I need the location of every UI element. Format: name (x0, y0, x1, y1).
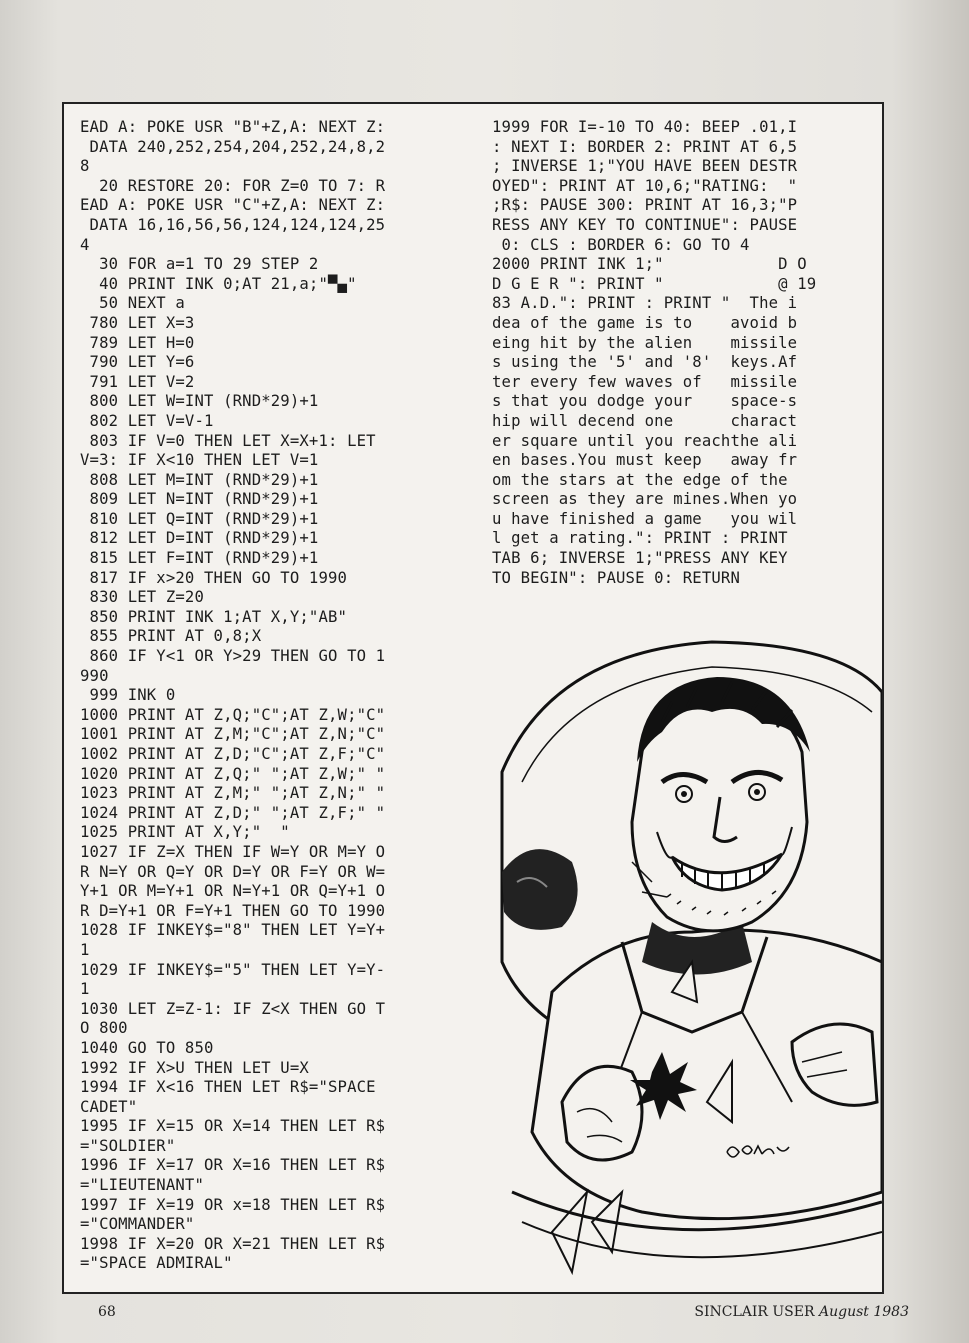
code-line: EAD A: POKE USR "B"+Z,A: NEXT Z: (80, 118, 386, 136)
code-line: 830 LET Z=20 (80, 588, 204, 607)
code-line: DATA 240,252,254,204,252,24,8,2 (80, 137, 386, 156)
code-line: 780 LET X=3 (80, 313, 195, 332)
code-line: 1999 FOR I=-10 TO 40: BEEP .01,I (492, 118, 798, 136)
listing-right-column (492, 118, 882, 588)
code-line: eing hit by the alien missile (492, 333, 798, 352)
code-line: : NEXT I: BORDER 2: PRINT AT 6,5 (492, 137, 798, 156)
code-line: 1996 IF X=17 OR X=16 THEN LET R$ (80, 1156, 386, 1175)
code-line: s that you dodge your space-s (492, 392, 798, 411)
code-line: 1 (80, 940, 90, 959)
code-line: 1995 IF X=15 OR X=14 THEN LET R$ (80, 1117, 386, 1136)
code-line: ;R$: PAUSE 300: PRINT AT 16,3;"P (492, 196, 798, 215)
issue-date: August 1983 (819, 1304, 909, 1320)
code-line: TO BEGIN": PAUSE 0: RETURN (492, 568, 740, 587)
code-line: 8 (80, 157, 90, 176)
code-line: 1001 PRINT AT Z,M;"C";AT Z,N;"C" (80, 725, 386, 744)
code-line: 4 (80, 235, 90, 254)
code-line: en bases.You must keep away fr (492, 451, 798, 470)
code-line: 1 (80, 980, 90, 999)
code-line: 1028 IF INKEY$="8" THEN LET Y=Y+ (80, 921, 386, 940)
code-line: 50 NEXT a (80, 294, 185, 313)
code-line: ; INVERSE 1;"YOU HAVE BEEN DESTR (492, 157, 798, 176)
code-line: R D=Y+1 OR F=Y+1 THEN GO TO 1990 (80, 901, 386, 920)
code-line: DATA 16,16,56,56,124,124,124,25 (80, 215, 386, 234)
code-line: 809 LET N=INT (RND*29)+1 (80, 490, 319, 509)
code-line: hip will decend one charact (492, 411, 798, 430)
code-line: u have finished a game you wil (492, 509, 798, 528)
code-line: 40 PRINT INK 0;AT 21,a;"▀▄" (80, 274, 357, 293)
code-line: 810 LET Q=INT (RND*29)+1 (80, 509, 319, 528)
code-line: l get a rating.": PRINT : PRINT (492, 529, 788, 548)
code-line: 855 PRINT AT 0,8;X (80, 627, 262, 646)
page-number: 68 (98, 1304, 116, 1320)
code-line: s using the '5' and '8' keys.Af (492, 353, 798, 372)
code-line: OYED": PRINT AT 10,6;"RATING: " (492, 176, 798, 195)
code-line: V=3: IF X<10 THEN LET V=1 (80, 451, 319, 470)
code-line: 1029 IF INKEY$="5" THEN LET Y=Y- (80, 960, 386, 979)
spaceman-illustration (492, 632, 882, 1292)
code-line: 1027 IF Z=X THEN IF W=Y OR M=Y O (80, 842, 386, 861)
code-line: 990 (80, 666, 109, 685)
code-line: 1994 IF X<16 THEN LET R$="SPACE (80, 1078, 376, 1097)
code-line: 83 A.D.": PRINT : PRINT " The i (492, 294, 798, 313)
code-line: om the stars at the edge of the (492, 470, 788, 489)
code-line: ="SPACE ADMIRAL" (80, 1254, 233, 1273)
code-line: RESS ANY KEY TO CONTINUE": PAUSE (492, 215, 798, 234)
code-line: ="LIEUTENANT" (80, 1176, 204, 1195)
code-line: 815 LET F=INT (RND*29)+1 (80, 549, 319, 568)
code-line: 850 PRINT INK 1;AT X,Y;"AB" (80, 607, 348, 626)
code-line: O 800 (80, 1019, 128, 1038)
code-line: ="SOLDIER" (80, 1136, 176, 1155)
code-line: 1997 IF X=19 OR x=18 THEN LET R$ (80, 1195, 386, 1214)
code-line: D G E R ": PRINT " @ 19 (492, 274, 817, 293)
code-line: 860 IF Y<1 OR Y>29 THEN GO TO 1 (80, 647, 386, 666)
code-line: 1040 GO TO 850 (80, 1038, 214, 1057)
code-line: 999 INK 0 (80, 686, 176, 705)
code-line: 817 IF x>20 THEN GO TO 1990 (80, 568, 348, 587)
code-line: 803 IF V=0 THEN LET X=X+1: LET (80, 431, 376, 450)
code-line: TAB 6; INVERSE 1;"PRESS ANY KEY (492, 549, 788, 568)
code-line: 800 LET W=INT (RND*29)+1 (80, 392, 319, 411)
code-line: 1998 IF X=20 OR X=21 THEN LET R$ (80, 1234, 386, 1253)
code-line: dea of the game is to avoid b (492, 313, 798, 332)
code-line: 1030 LET Z=Z-1: IF Z<X THEN GO T (80, 999, 386, 1018)
code-line: 1024 PRINT AT Z,D;" ";AT Z,F;" " (80, 803, 386, 822)
code-line: 791 LET V=2 (80, 372, 195, 391)
code-line: R N=Y OR Q=Y OR D=Y OR F=Y OR W= (80, 862, 386, 881)
code-line: 1025 PRINT AT X,Y;" " (80, 823, 290, 842)
code-line: Y+1 OR M=Y+1 OR N=Y+1 OR Q=Y+1 O (80, 882, 386, 901)
code-line: 1992 IF X>U THEN LET U=X (80, 1058, 309, 1077)
code-line: screen as they are mines.When yo (492, 490, 798, 509)
code-line: CADET" (80, 1097, 138, 1116)
magazine-footer (694, 1304, 909, 1320)
code-line: ter every few waves of missile (492, 372, 798, 391)
code-line: 1023 PRINT AT Z,M;" ";AT Z,N;" " (80, 784, 386, 803)
glass-shard-1 (552, 1192, 587, 1272)
code-line: 802 LET V=V-1 (80, 411, 214, 430)
code-line: 1002 PRINT AT Z,D;"C";AT Z,F;"C" (80, 745, 386, 763)
code-line: 30 FOR a=1 TO 29 STEP 2 (80, 255, 319, 274)
code-line: 789 LET H=0 (80, 333, 195, 352)
rock-left (502, 849, 578, 930)
magazine-name: SINCLAIR USER (694, 1304, 815, 1320)
code-line: 1000 PRINT AT Z,Q;"C";AT Z,W;"C" (80, 705, 386, 724)
code-line: er square until you reachthe ali (492, 431, 798, 450)
code-line: 20 RESTORE 20: FOR Z=0 TO 7: R (80, 176, 386, 195)
code-line: 808 LET M=INT (RND*29)+1 (80, 470, 319, 489)
code-line: ="COMMANDER" (80, 1215, 195, 1234)
code-line: 812 LET D=INT (RND*29)+1 (80, 529, 319, 548)
listing-left-column (80, 118, 490, 1274)
code-line: EAD A: POKE USR "C"+Z,A: NEXT Z: (80, 196, 386, 215)
code-line: 790 LET Y=6 (80, 353, 195, 372)
code-line: 1020 PRINT AT Z,Q;" ";AT Z,W;" " (80, 764, 386, 783)
code-line: 2000 PRINT INK 1;" D O (492, 255, 807, 274)
code-line: 0: CLS : BORDER 6: GO TO 4 (492, 235, 750, 254)
